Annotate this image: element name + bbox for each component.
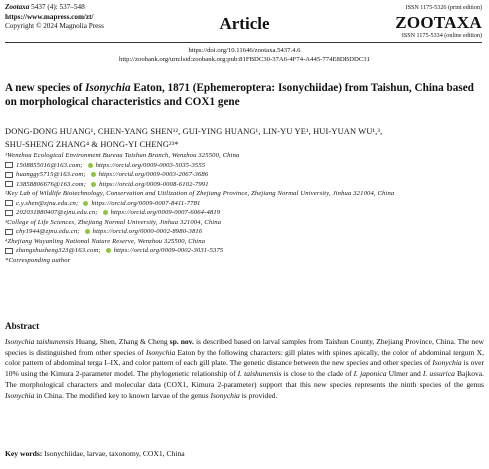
doi-block — [0, 46, 489, 65]
email-link[interactable]: 1508855016@163.com; — [16, 161, 83, 169]
email-link[interactable]: 202031880407@zjnu.edu.cn; — [16, 209, 98, 216]
contact-row — [5, 199, 485, 209]
orcid-icon — [91, 172, 96, 177]
abstract-text: Huang, Shen, Zhang & Cheng — [73, 337, 170, 346]
species-name: I. taishunensis — [237, 369, 282, 379]
contact-row — [5, 170, 485, 180]
email-link[interactable]: huanggy5715@163.com; — [16, 171, 86, 178]
abstract-heading: Abstract — [5, 321, 40, 331]
issue-info: 5437 (4): 537–548 — [29, 3, 85, 11]
contact-row — [5, 208, 485, 218]
species-name: Isonychia taishunensis — [5, 337, 74, 346]
email-icon — [5, 210, 13, 216]
keywords-label: Key words: — [5, 449, 43, 458]
abstract-text: in China. The modified key to known larvae of the genus — [34, 390, 211, 400]
abstract-text: is over 10% using the Kimura 2-parameter model. The phylogenetic relationship of — [5, 358, 485, 379]
header-divider — [5, 42, 482, 43]
contact-row — [5, 180, 485, 190]
title-genus: Isonychia — [85, 82, 131, 94]
orcid-icon — [83, 201, 88, 206]
orcid-icon — [91, 182, 96, 187]
journal-site-link[interactable]: https://www.mapress.com/zt/ — [5, 12, 94, 21]
orcid-link[interactable]: https://orcid.org/0000-0002-8980-3816 — [92, 228, 203, 235]
contact-row — [5, 227, 485, 237]
journal-name: Zootaxa — [5, 3, 30, 11]
issn-print: ISSN 1175-5326 (print edition) — [405, 5, 482, 11]
orcid-link[interactable]: https://orcid.org/0009-0007-8411-7781 — [91, 199, 201, 207]
genus-name: Isonychia — [210, 390, 240, 400]
orcid-link[interactable]: https://orcid.org/0009-0008-6102-7991 — [99, 180, 209, 188]
abstract-text: is provided. — [239, 390, 278, 400]
email-link[interactable]: c.y.shen@zjnu.edu.cn; — [16, 199, 79, 207]
affiliation-label: ²Key Lab of Wildlife Biotechnology, Conservation and Utilization of Zhejiang Province, Zhejiang Normal University, Jinhua 321004, China — [5, 190, 395, 197]
email-link[interactable]: chy1944@zjnu.edu.cn; — [16, 228, 80, 235]
affiliation-label: ³College of Life Sciences, Zhejiang Normal University, Jinhua 321004, China — [5, 218, 222, 226]
orcid-link[interactable]: https://orcid.org/0009-0003-2067-3686 — [98, 171, 209, 178]
email-link[interactable]: zhangshusheng323@163.com; — [16, 247, 101, 254]
email-icon — [5, 229, 13, 235]
article-type-heading: Article — [219, 14, 270, 33]
email-icon — [5, 248, 13, 254]
keywords — [5, 449, 185, 458]
orcid-link[interactable]: https://orcid.org/0009-0003-5035-3555 — [95, 161, 206, 169]
author-list-line-2: SHU-SHENG ZHANG⁴ & HONG-YI CHENG²³* — [5, 139, 179, 149]
genus-name: Isonychia — [145, 347, 176, 357]
abstract-text: is close to the clade of — [281, 369, 354, 379]
affiliation-label: ⁴Zhejiang Wuyanling National Nature Reserve, Wenzhou 325500, China — [5, 237, 206, 245]
abstract-text: Eaton by the following characters: gill plates with spines apically, the color of abdominal tergum X, color pattern of abdominal terga I–IX, and color pattern of each gill plate. The genetic distance between the new species and other species of — [5, 347, 485, 368]
sp-nov: sp. nov. — [169, 337, 194, 346]
affiliations — [5, 151, 485, 256]
abstract-text: Bajkova. The morphological characters and molecular data (COX1, Kimura 2-parameter) support that this new species represents the ninth species of the genus — [5, 369, 484, 389]
orcid-link[interactable]: https://orcid.org/0009-0002-3031-5375 — [113, 247, 224, 254]
zoobank-lsid-link[interactable]: http://zoobank.org/urn:lsid:zoobank.org:pub:81FBDC30-37A6-4F74-A445-774E8DBDDC31 — [119, 56, 370, 64]
zootaxa-logo: ZOOTAXA — [395, 13, 482, 32]
abstract-text: is described based on larval samples from Taishun County, Zhejiang Province, China. The new species is distinguished from other species of — [5, 337, 484, 357]
genus-name: Isonychia — [432, 358, 462, 368]
corresponding-note: *Corresponding author — [5, 256, 71, 264]
email-icon — [5, 172, 13, 178]
doi-link[interactable]: https://doi.org/10.11646/zootaxa.5437.4.6 — [188, 47, 301, 54]
contact-row — [5, 161, 485, 171]
author-block — [5, 126, 485, 265]
abstract-text: Ulmer and — [386, 369, 423, 379]
keywords-list: Isonychiidae, larvae, taxonomy, COX1, China — [42, 449, 185, 458]
genus-name: Isonychia — [5, 390, 35, 400]
orcid-icon — [85, 229, 90, 234]
author-list-line-1: DONG-DONG HUANG¹, CHEN-YANG SHEN¹², GUI-YING HUANG¹, LIN-YU YE¹, HUI-YUAN WU¹,³, — [5, 127, 383, 136]
species-name: I. japonica — [353, 369, 387, 379]
issn-online: ISSN 1175-5334 (online edition) — [401, 33, 482, 39]
orcid-icon — [103, 210, 108, 215]
orcid-link[interactable]: https://orcid.org/0009-0007-6064-4819 — [110, 209, 221, 216]
email-icon — [5, 181, 13, 187]
contact-row — [5, 246, 485, 256]
abstract-body — [5, 337, 484, 401]
email-link[interactable]: 13858806676@163.com; — [16, 180, 87, 188]
copyright: Copyright © 2024 Magnolia Press — [5, 22, 104, 31]
species-name: I. ussurica — [422, 369, 455, 379]
title-text-rest: Eaton, 1871 (Ephemeroptera: Isonychiidae) from Taishun, China based on morphological characteristics and COX1 gene — [5, 82, 474, 108]
orcid-icon — [88, 163, 93, 168]
email-icon — [5, 200, 13, 206]
title-text: A new species of — [5, 82, 86, 94]
article-title — [5, 81, 475, 109]
affiliation-label: ¹Wenzhou Ecological Environment Bureau Taishun Branch, Wenzhou 325500, China — [5, 152, 240, 159]
email-icon — [5, 162, 13, 168]
orcid-icon — [106, 248, 111, 253]
